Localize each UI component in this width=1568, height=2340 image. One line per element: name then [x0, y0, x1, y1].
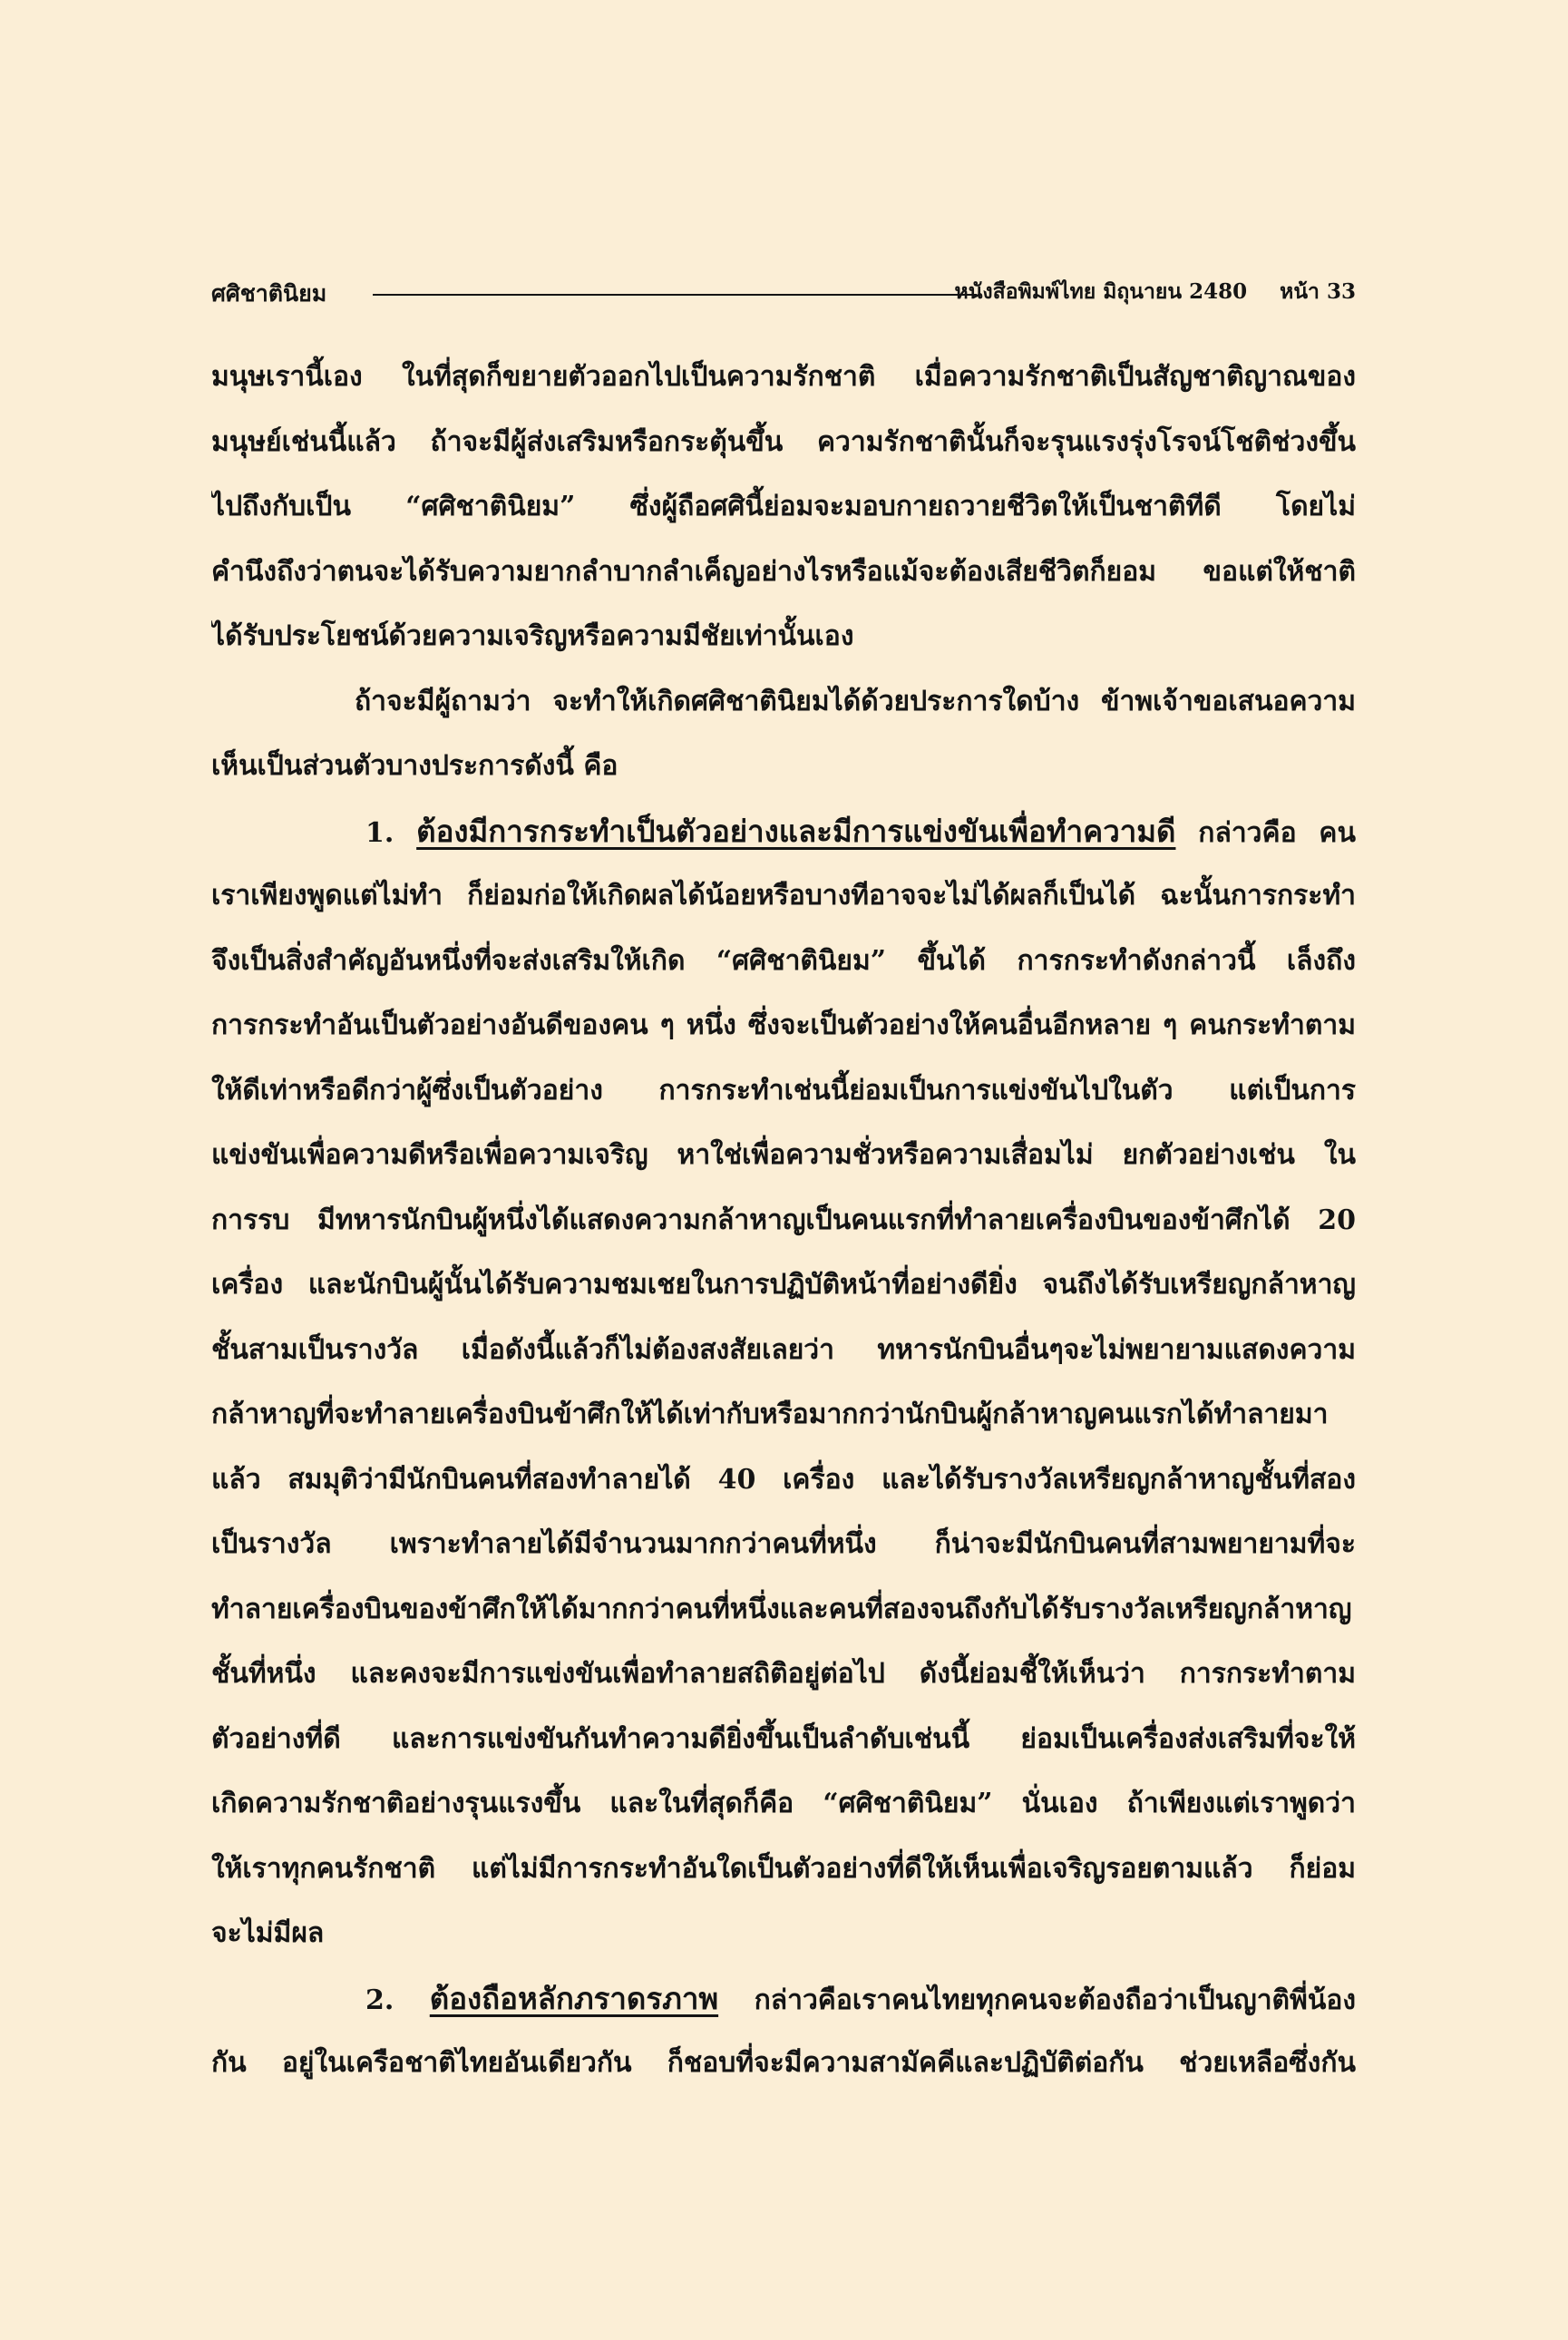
- page-header: [211, 276, 1356, 316]
- text-line: มนุษเรานี้เอง ในที่สุดก็ขยายตัวออกไปเป็นความรักชาติ เมื่อความรักชาติเป็นสัญชาติญาณของ: [211, 361, 1356, 393]
- publication-info: [955, 276, 1356, 308]
- text-line: จะไม่มีผล: [211, 1917, 325, 1949]
- paragraph: [211, 669, 1356, 799]
- text-line: มนุษย์เช่นนี้แล้ว ถ้าจะมีผู้ส่งเสริมหรือกระตุ้นขึ้น ความรักชาตินั้นก็จะรุนแรงรุ่งโรจน์โชติช่วงขึ้น: [211, 425, 1356, 458]
- point-heading: ต้องมีการกระทำเป็นตัวอย่างและมีการแข่งขันเพื่อทำความดี: [416, 813, 1176, 849]
- text-line: ให้เราทุกคนรักชาติ แต่ไม่มีการกระทำอันใดเป็นตัวอย่างที่ดีให้เห็นเพื่อเจริญรอยตามแล้ว ก็ย่อม: [211, 1852, 1356, 1885]
- point-first-line: [211, 1966, 1356, 2032]
- text-line: แข่งขันเพื่อความดีหรือเพื่อความเจริญ หาใช่เพื่อความชั่วหรือความเสื่อมไม่ ยกตัวอย่างเช่น ใน: [211, 1139, 1356, 1171]
- text-line: จึงเป็นสิ่งสำคัญอันหนึ่งที่จะส่งเสริมให้เกิด “ศศิชาตินิยม” ขึ้นได้ การกระทำดังกล่าวนี้ เล็งถึง: [211, 944, 1356, 977]
- article-body: [211, 345, 1356, 2096]
- text-line: เป็นรางวัล เพราะทำลายได้มีจำนวนมากกว่าคนที่หนึ่ง ก็น่าจะมีนักบินคนที่สามพยายามที่จะ: [211, 1528, 1356, 1560]
- point-heading: ต้องถือหลักภราดรภาพ: [429, 1980, 719, 2016]
- text-line: ชั้นที่หนึ่ง และคงจะมีการแข่งขันเพื่อทำลายสถิติอยู่ต่อไป ดังนี้ย่อมชี้ให้เห็นว่า การกระทำตาม: [211, 1658, 1356, 1690]
- point-first-line: [211, 799, 1356, 864]
- text-line: เกิดความรักชาติอย่างรุนแรงขึ้น และในที่สุดก็คือ “ศศิชาตินิยม” นั่นเอง ถ้าเพียงแต่เราพูดว่า: [211, 1788, 1356, 1819]
- text-line: ตัวอย่างที่ดี และการแข่งขันกันทำความดียิ่งขึ้นเป็นลำดับเช่นนี้ ย่อมเป็นเครื่องส่งเสริมที่จะให้: [211, 1722, 1356, 1755]
- numbered-point: [211, 1966, 1356, 2096]
- text-line: ชั้นสามเป็นรางวัล เมื่อดังนี้แล้วก็ไม่ต้องสงสัยเลยว่า ทหารนักบินอื่นๆจะไม่พยายามแสดงความ: [211, 1333, 1356, 1366]
- text-line: แล้ว สมมุติว่ามีนักบินคนที่สองทำลายได้ 40 เครื่อง และได้รับรางวัลเหรียญกล้าหาญชั้นที่สอง: [211, 1463, 1356, 1496]
- header-rule: [373, 294, 977, 296]
- running-title: ศศิชาตินิยม: [211, 280, 327, 307]
- paragraph: [211, 345, 1356, 669]
- numbered-point: [211, 799, 1356, 1966]
- text-line: กัน อยู่ในเครือชาติไทยอันเดียวกัน ก็ชอบที่จะมีความสามัคคีและปฏิบัติต่อกัน ช่วยเหลือซึ่งกัน: [211, 2047, 1356, 2079]
- text-line: เราเพียงพูดแต่ไม่ทำ ก็ย่อมก่อให้เกิดผลได้น้อยหรือบางทีอาจจะไม่ได้ผลก็เป็นได้ ฉะนั้นการกระทำ: [211, 880, 1356, 912]
- point-number: 2.: [365, 1984, 394, 2016]
- text-line: คำนึงถึงว่าตนจะได้รับความยากลำบากลำเค็ญอย่างไรหรือแม้จะต้องเสียชีวิตก็ยอม ขอแต่ให้ชาติ: [211, 555, 1356, 588]
- publication-date: หนังสือพิมพ์ไทย มิถุนายน 2480: [954, 279, 1248, 304]
- page-number: หน้า 33: [1280, 279, 1356, 304]
- text-line: เห็นเป็นส่วนตัวบางประการดังนี้ คือ: [211, 750, 618, 782]
- text-line: กล้าหาญที่จะทำลายเครื่องบินข้าศึกให้ได้เท่ากับหรือมากกว่านักบินผู้กล้าหาญคนแรกได้ทำลายมา: [211, 1399, 1329, 1430]
- point-number: 1.: [365, 816, 394, 849]
- text-line: การกระทำอันเป็นตัวอย่างอันดีของคน ๆ หนึ่ง ซึ่งจะเป็นตัวอย่างให้คนอื่นอีกหลาย ๆ คนกระทำตาม: [211, 1009, 1356, 1041]
- text-line: เครื่อง และนักบินผู้นั้นได้รับความชมเชยในการปฏิบัติหน้าที่อย่างดียิ่ง จนถึงได้รับเหรียญกล้าหาญ: [211, 1269, 1356, 1301]
- text-line: ไปถึงกับเป็น “ศศิชาตินิยม” ซึ่งผู้ถือศศินี้ย่อมจะมอบกายถวายชีวิตให้เป็นชาติทีดี โดยไม่: [211, 491, 1356, 522]
- text-line: ทำลายเครื่องบินของข้าศึกให้ได้มากกว่าคนที่หนึ่งและคนที่สองจนถึงกับได้รับรางวัลเหรียญกล้าหาญ: [211, 1593, 1352, 1625]
- point-first-line-rest: กล่าวคือ คน: [1198, 816, 1356, 849]
- text-line: ถ้าจะมีผู้ถามว่า จะทำให้เกิดศศิชาตินิยมได้ด้วยประการใดบ้าง ข้าพเจ้าขอเสนอความ: [355, 685, 1356, 717]
- text-line: การรบ มีทหารนักบินผู้หนึ่งได้แสดงความกล้าหาญเป็นคนแรกที่ทำลายเครื่องบินของข้าศึกได้ 20: [211, 1204, 1356, 1236]
- text-line: ให้ดีเท่าหรือดีกว่าผู้ซึ่งเป็นตัวอย่าง การกระทำเช่นนี้ย่อมเป็นการแข่งขันไปในตัว แต่เป็นการ: [211, 1074, 1356, 1107]
- text-line: ได้รับประโยชน์ด้วยความเจริญหรือความมีชัยเท่านั้นเอง: [211, 620, 854, 652]
- point-first-line-rest: กล่าวคือเราคนไทยทุกคนจะต้องถือว่าเป็นญาติพี่น้อง: [754, 1984, 1356, 2016]
